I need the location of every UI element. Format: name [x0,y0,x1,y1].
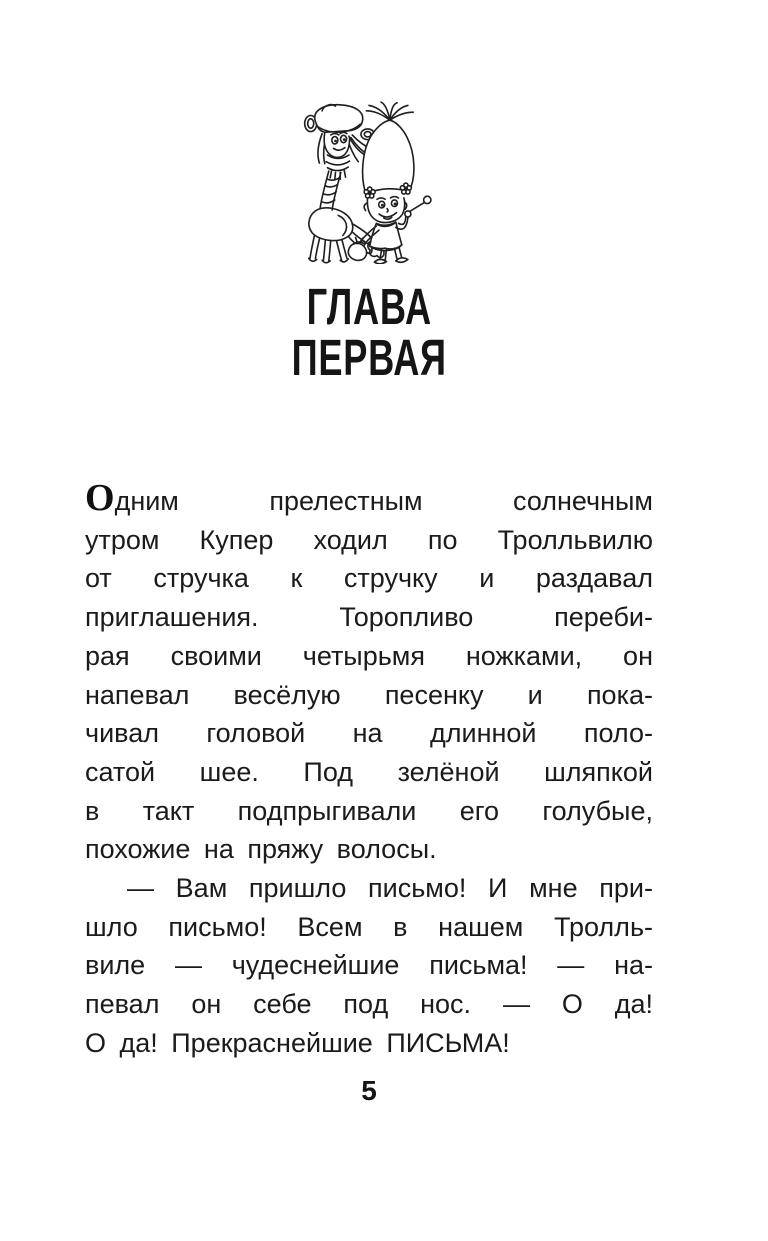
page-number: 5 [361,1075,377,1106]
body-line: — Вам пришло письмо! И мне при- [127,873,653,904]
body-text [85,477,653,1063]
body-line: рая своими четырьмя ножками, он [85,640,653,671]
body-line: певал он себе под нос. — О да! [85,989,653,1020]
body-line: чивал головой на длинной поло- [85,718,653,749]
body-line: в такт подпрыгивали его голубые, [85,795,653,826]
body-line: от стручка к стручку и раздавал [85,563,653,594]
chapter-heading [85,278,653,386]
body-line: шло письмо! Всем в нашем Тролль- [85,911,653,942]
body-line: О да! Прекраснейшие ПИСЬМА! [85,1027,510,1058]
body-line: приглашения. Торопливо переби- [85,602,653,633]
body-line: сатой шее. Под зелёной шляпкой [85,756,653,787]
drop-cap: О [85,477,115,519]
body-line-text: дним прелестным солнечным [114,486,653,516]
body-line [85,477,653,521]
chapter-illustration [302,101,436,264]
body-line: утром Купер ходил по Тролльвилю [85,524,653,555]
body-line: виле — чудеснейшие письма! — на- [85,950,653,981]
chapter-heading-line2: ПЕРВАЯ [291,329,447,386]
body-line: напевал весёлую песенку и пока- [85,679,653,710]
chapter-heading-line1: ГЛАВА [306,278,432,335]
body-line: похожие на пряжу волосы. [85,834,437,865]
